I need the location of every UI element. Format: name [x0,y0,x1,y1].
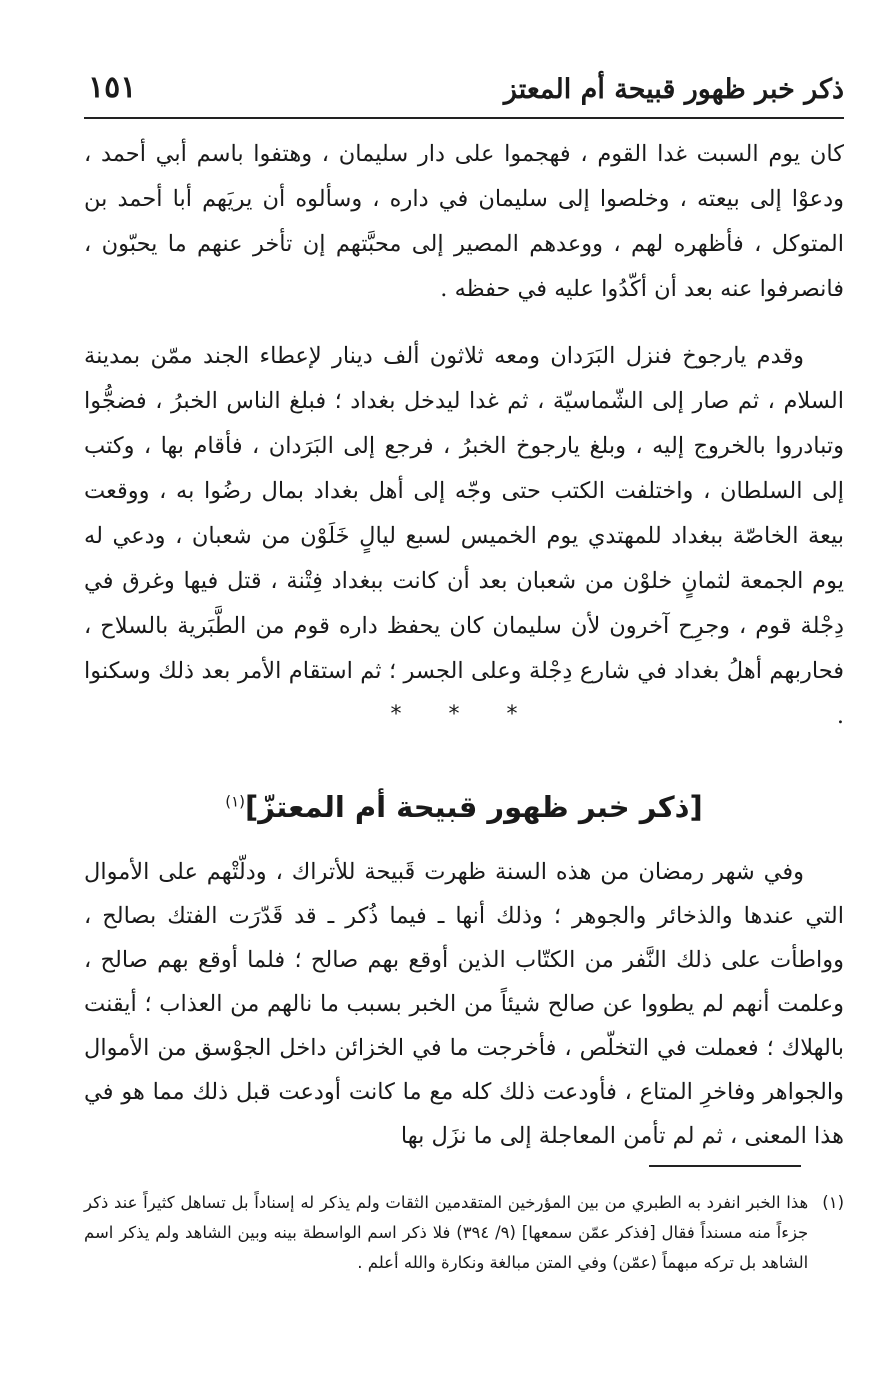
section-text [84,850,844,1158]
paragraph: وفي شهر رمضان من هذه السنة ظهرت قَبيحة للأتراك ، ودلّتْهم على الأموال التي عندها والذخائر والجوهر ؛ وذلك أنها ـ فيما ذُكر ـ قد قَدّرَت الفتك بصالح ، وواطأت على ذلك النَّفر من الكتّاب الذين أوقع بهم صالح ؛ فلما أوقع بهم صالح ، وعلمت أنهم لم يطووا عن صالح شيئاً من الخبر بسبب ما نالهم من العذاب ؛ أيقنت بالهلاك ؛ فعملت في التخلّص ، فأخرجت ما في الخزائن داخل الجوْسق من الأموال والجواهر وفاخرِ المتاع ، فأودعت ذلك كله مع ما كانت أودعت قبل ذلك مما هو في هذا المعنى ، ثم لم تأمن المعاجلة إلى ما نزَل بها [84,859,844,1149]
page-number: ١٥١ [88,70,137,105]
footnote-text: هذا الخبر انفرد به الطبري من بين المؤرخين المتقدمين الثقات ولم يذكر له إسناداً بل تساهل كثيراً عند ذكر جزءاً منه مسنداً فقال [فذكر عمّن سمعها] (٩/ ٣٩٤) فلا ذكر اسم الواسطة بينه وبين الشاهد ولم يذكر اسم الشاهد بل تركه مبهماً (عمّن) وفي المتن مبالغة ونكارة والله أعلم . [84,1193,809,1272]
footnote-reference: (١) [225,792,245,811]
section-heading-text: [ذكر خبر ظهور قبيحة أم المعتزّ] [245,790,703,824]
header-rule [84,117,844,119]
main-text [84,132,844,761]
section-separator: * * * [390,702,538,727]
footnote-rule [649,1165,801,1167]
running-title: ذكر خبر ظهور قبيحة أم المعتز [503,74,844,105]
paragraph: كان يوم السبت غدا القوم ، فهجموا على دار سليمان ، وهتفوا باسم أبي أحمد ، ودعوْا إلى بيعته ، وخلصوا إلى سليمان في داره ، وسألوه أن يريَهم أبا أحمد بن المتوكل ، فأظهره لهم ، ووعدهم المصير إلى محبَّتهم إن تأخر عنهم ما يحبّون ، فانصرفوا عنه بعد أن أكّدُوا عليه في حفظه . [84,141,844,302]
footnote-marker: (١) [822,1193,844,1212]
page-header [84,66,844,116]
section-heading [84,790,844,824]
paragraph: وقدم يارجوخ فنزل البَرَدان ومعه ثلاثون ألف دينار لإعطاء الجند ممّن بمدينة السلام ، ثم صار إلى الشّماسيّة ، ثم غدا ليدخل بغداد ؛ فبلغ الناس الخبرُ ، فضجُّوا وتبادروا بالخروج إليه ، وبلغ يارجوخ الخبرُ ، فرجع إلى البَرَدان ، فأقام بها ، وكتب إلى السلطان ، واختلفت الكتب حتى وجّه إلى أهل بغداد بمال رضُوا به ، ووقعت بيعة الخاصّة ببغداد للمهتدي يوم الخميس لسبع ليالٍ خَلَوْن من شعبان ، ودعي له يوم الجمعة لثمانٍ خلوْن من شعبان بعد أن كانت ببغداد فِتْنة ، قتل فيها وغرق في دِجْلة قوم ، وجرِح آخرون لأن سليمان كان يحفظ داره قوم من الطَّبَرية بالسلاح ، فحاربهم أهلُ بغداد في شارع دِجْلة وعلى الجسر ؛ ثم استقام الأمر بعد ذلك وسكنوا . [84,343,844,729]
footnote [84,1188,844,1278]
